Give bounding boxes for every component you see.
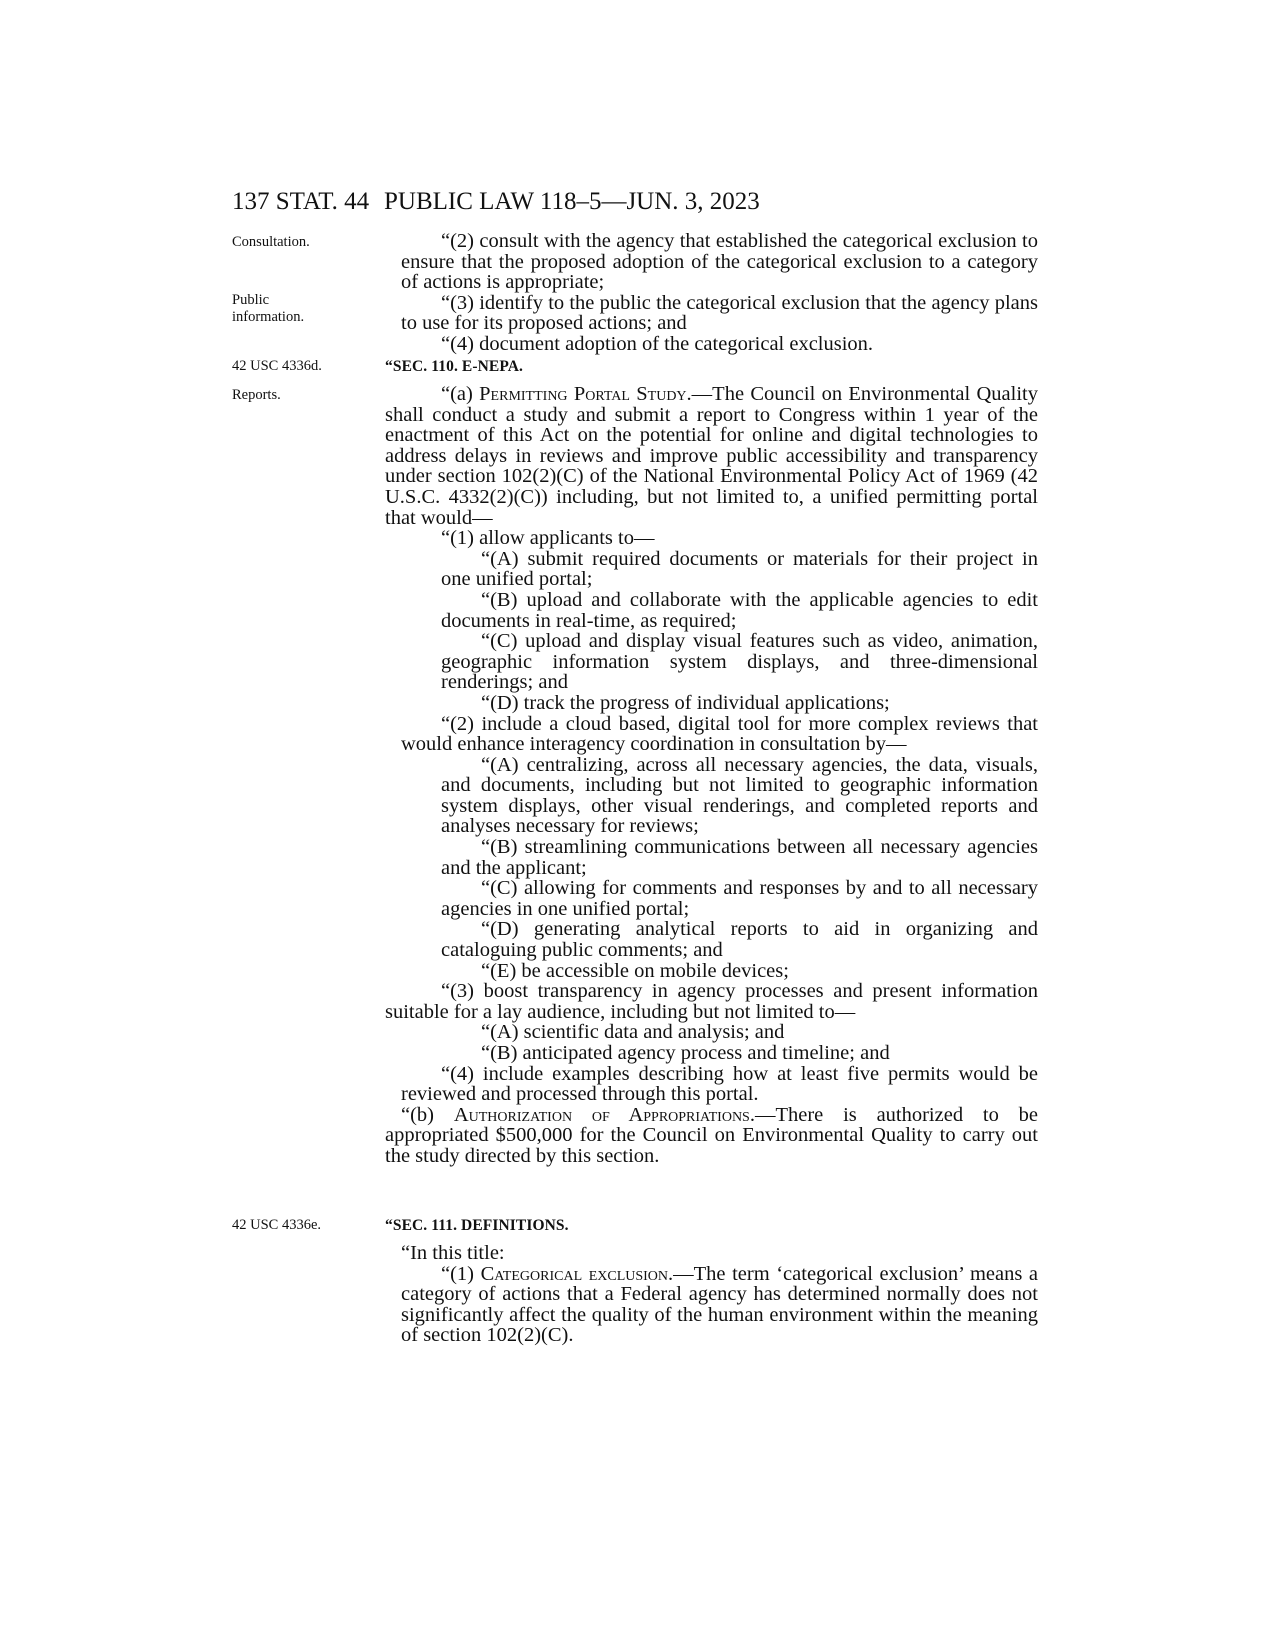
margin-note-usc-4336e: 42 USC 4336e.	[232, 1217, 322, 1233]
public-law-title: PUBLIC LAW 118–5—JUN. 3, 2023	[384, 188, 760, 215]
statute-page-number: 137 STAT. 44	[232, 188, 370, 215]
subsection-b-text: .—There is authorized to be appropriated $500,000 for the Council on Environmental Quality to carry out the study directed by this section.	[385, 1103, 1038, 1167]
definition-1-text: .—The term ‘categorical exclusion’ means a category of actions that a Federal agency has determined normally does not significantly affect the quality of the human environment within the meaning of section 102(2)(C).	[401, 1262, 1038, 1347]
paragraph-a4: “(4) include examples describing how at least five permits would be reviewed and processed through this portal.	[401, 1062, 1038, 1106]
page-header	[232, 188, 1038, 222]
paragraph-a2-A: “(A) centralizing, across all necessary agencies, the data, visuals, and documents, including but not limited to geographic information system displays, other visual renderings, and completed reports and analyses necessary for reviews;	[441, 753, 1038, 838]
paragraph-a2-B: “(B) streamlining communications between all necessary agencies and the applicant;	[441, 836, 1038, 879]
subsection-a-lead: “(a)	[441, 383, 480, 405]
definition-1-caption: Categorical exclusion	[480, 1262, 669, 1285]
paragraph-a1-C: “(C) upload and display visual features such as video, animation, geographic information system displays, and three-dimensional renderings; and	[441, 630, 1038, 694]
paragraph-a3-B: “(B) anticipated agency process and timeline; and	[481, 1042, 890, 1064]
margin-note-reports: Reports.	[232, 387, 281, 403]
definition-1	[385, 1264, 1038, 1346]
paragraph-4-document: “(4) document adoption of the categorical exclusion.	[441, 332, 874, 355]
subsection-b	[385, 1105, 1038, 1167]
section-110-body	[385, 384, 1038, 1167]
subsection-b-lead: “(b)	[401, 1103, 454, 1126]
paragraph-a1-A: “(A) submit required documents or materials for their project in one unified portal;	[441, 547, 1038, 591]
paragraph-a3: “(3) boost transparency in agency processes and present information suitable for a lay audience, including but not limited to—	[385, 980, 1038, 1023]
paragraph-a3-A: “(A) scientific data and analysis; and	[481, 1021, 785, 1044]
paragraph-a1: “(1) allow applicants to—	[441, 527, 655, 550]
paragraph-a1-D: “(D) track the progress of individual applications;	[481, 691, 890, 714]
margin-note-information: information.	[232, 309, 305, 325]
previous-section-continuation	[385, 231, 1038, 355]
paragraph-a1-B: “(B) upload and collaborate with the applicable agencies to edit documents in real-time, as required;	[441, 588, 1038, 632]
subsection-a-text: .—The Council on Environmental Quality shall conduct a study and submit a report to Congress within 1 year of the enactment of this Act on the potential for online and digital technologies to address delays in reviews and improve public accessibility and transparency under section 102(2)(C) of the National Environmental Policy Act of 1969 (42 U.S.C. 4332(2)(C)) including, but not limited to, a unified permitting portal that would—	[385, 383, 1038, 529]
definitions-intro: “In this title:	[401, 1242, 505, 1264]
definition-1-lead: “(1)	[441, 1262, 481, 1285]
paragraph-a2: “(2) include a cloud based, digital tool for more complex reviews that would enhance interagency coordination in consultation by—	[401, 712, 1038, 756]
paragraph-a2-E: “(E) be accessible on mobile devices;	[481, 959, 789, 982]
section-110-heading: “SEC. 110. E-NEPA.	[385, 358, 524, 375]
paragraph-a2-D: “(D) generating analytical reports to aid in organizing and cataloguing public comments; and	[441, 918, 1038, 962]
paragraph-3-identify: “(3) identify to the public the categorical exclusion that the agency plans to use for its proposed actions; and	[401, 291, 1038, 335]
subsection-a	[385, 384, 1038, 528]
section-111-body	[385, 1243, 1038, 1346]
margin-note-usc-4336d: 42 USC 4336d.	[232, 358, 322, 374]
paragraph-2-consult: “(2) consult with the agency that established the categorical exclusion to ensure that the proposed adoption of the categorical exclusion to a category of actions is appropriate;	[401, 230, 1038, 294]
section-111-heading: “SEC. 111. DEFINITIONS.	[385, 1217, 569, 1234]
margin-note-public: Public	[232, 292, 270, 308]
subsection-b-caption: Authorization of Appropriations	[453, 1103, 750, 1126]
paragraph-a2-C: “(C) allowing for comments and responses by and to all necessary agencies in one unified portal;	[441, 877, 1038, 920]
margin-note-consultation: Consultation.	[232, 234, 310, 250]
subsection-a-caption: Permitting Portal Study	[479, 383, 687, 405]
